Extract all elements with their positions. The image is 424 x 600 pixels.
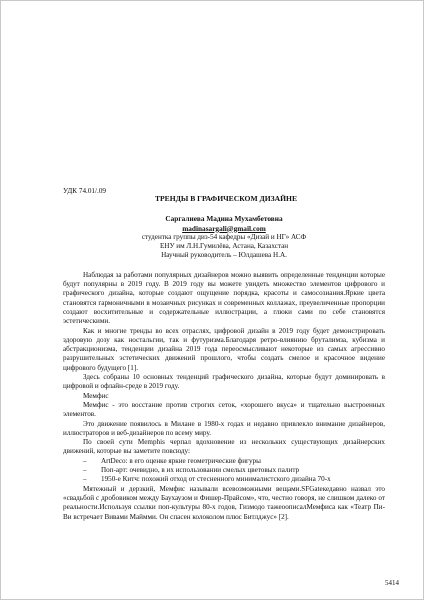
paragraph: Мемфис - это восстание против строгих сеток, «хорошего вкуса» и тщательно выстроенных элементов. bbox=[63, 400, 385, 419]
bullet-dash: – bbox=[83, 466, 87, 475]
list-item bbox=[63, 466, 385, 475]
page-number: 5414 bbox=[385, 579, 399, 587]
udk-code: УДК 74.01/.09 bbox=[63, 187, 107, 195]
section-heading: Мемфис bbox=[83, 391, 109, 400]
paragraph: Мятежный и дерзкий, Мемфис называли всевозможными вещами.SFGateкедавно назвал это «свадьбой с дробовиком между Баухаузом и Фишер-Прайсом», что, честно говоря, не слишком далеко от реальности.Используя ссылки поп-культуры 80-х годов, Гизмодо тажеоописалМемфиса как «Театр Пи-Ви встречает Вивами Маймми. Он спасен колоколом плюс Битлджус» [2]. bbox=[63, 484, 385, 521]
author-email[interactable]: madinasargali@gmail.com bbox=[182, 223, 266, 233]
paragraph: Здесь собраны 10 основных тенденций графического дизайна, которые будут доминировать в цифровой и офлайн-среде в 2019 году. bbox=[63, 373, 385, 391]
article-title: ТРЕНДЫ В ГРАФИЧЕСКОМ ДИЗАЙНЕ bbox=[154, 194, 298, 203]
supervisor-line: Научный руководитель – Юлдашева Н.А. bbox=[161, 251, 287, 260]
paragraph: Наблюдая за работами популярных дизайнеров можно выявить определенные тенденции которые будут популярны в 2019 году. В 2019 году вы можете увидеть множество элементов цифрового и графического дизайна, которые создают ощущение порядка, красоты и самосозиания.Яркие цвета становятся гармоничными в мозаичных рисунках и современных коллажах, преувеличенные пропорции создают восхитительные и содержательные иллюстрации, а глюки сами по себе становятся эстетическими. bbox=[63, 270, 385, 326]
paragraph: По своей сути Memphis черпал вдохновение из нескольких существующих дизайнерских движений, которые вы заметите повсюду: bbox=[63, 438, 385, 456]
affiliation-line: студентка группы диз-54 кафедры «Дизай и НГ» АСФ bbox=[141, 232, 307, 241]
paragraph: Как и многие тренды во всех отраслях, цифровой дизайн в 2019 году будет демонстрировать здоровую дозу как ностальгии, так и футуризма.Благодаря ретро-влиянию бруталимза, кубизма и абстракционизма, тенденции дизайна 2019 года переосмысливают некоторые из самых агрессивно разрушительных эстетических движений прошлого, чтобы создать смелое и красочное видение цифрового будущего [1]. bbox=[63, 326, 385, 372]
bullet-dash: – bbox=[83, 475, 87, 484]
list-item-text: ArtDeco: в его оценке яркие геометрические фигуры bbox=[101, 456, 261, 465]
author-name: Саргалиева Мадина Мухамбетовна bbox=[165, 214, 283, 224]
affiliation-line: ЕНУ им Л.Н.Гумилёва, Астана, Казахстан bbox=[159, 242, 289, 251]
paragraph: Это движение появилось в Милане в 1980-х годах и недавно привлекло внимание дизайнеров, иллюстраторов и веб-дизайнеров по всему миру. bbox=[63, 419, 385, 437]
document-body bbox=[63, 184, 385, 522]
list-item bbox=[63, 457, 385, 466]
list-item bbox=[63, 475, 385, 484]
list-item-text: 1950-е Китч: похожий отход от стесненного минималистского дизайна 70-х bbox=[101, 475, 331, 484]
bullet-dash: – bbox=[83, 456, 87, 465]
list-item-text: Поп-арт: очевидно, в их использовании смелых цветовых палитр bbox=[101, 466, 300, 475]
